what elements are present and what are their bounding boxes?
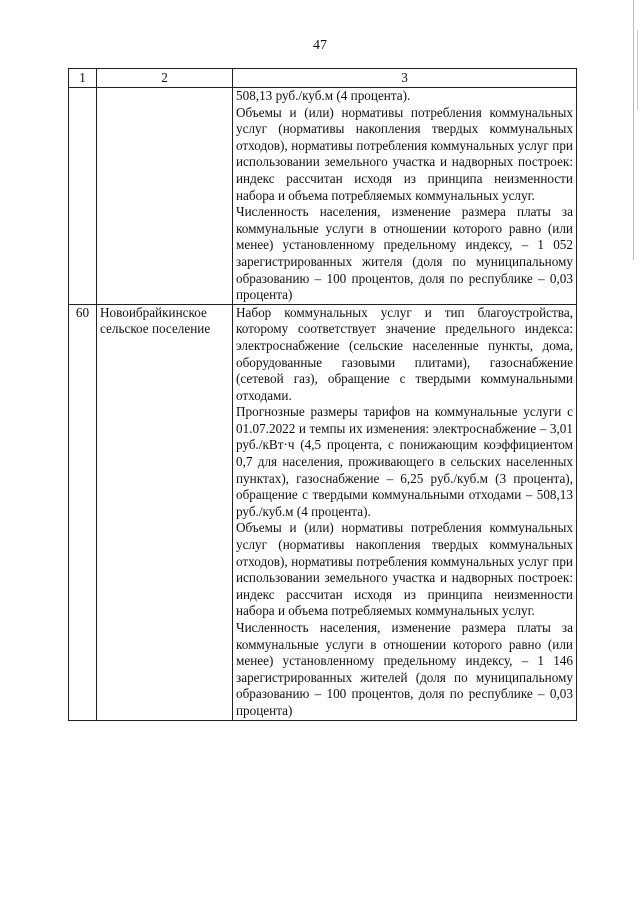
settlement-name-cell <box>97 88 233 305</box>
detail-paragraph: 508,13 руб./куб.м (4 процента). <box>236 88 411 103</box>
detail-paragraph: Объемы и (или) нормативы потребления коммунальных услуг (нормативы накопления твердых коммунальных отходов), нормативы потребления коммунальных услуг при использовании земельного участка и надворных построек: индекс рассчитан исходя из принципа неизменности набора и объема потребляемых коммунальных услуг. <box>236 520 573 619</box>
scan-edge-shadow <box>637 30 638 110</box>
indices-table <box>68 68 577 721</box>
detail-paragraph: Прогнозные размеры тарифов на коммунальные услуги с 01.07.2022 и темпы их изменения: электроснабжение – 3,01 руб./кВт·ч (4,5 процента, с понижающим коэффициентом 0,7 для населения, проживающего в сельских населенных пунктах), газоснабжение – 6,25 руб./куб.м (3 процента), обращение с твердыми коммунальными отходами – 508,13 руб./куб.м (4 процента). <box>236 404 573 519</box>
header-col-2: 2 <box>97 69 233 88</box>
table-row-continuation <box>69 88 577 305</box>
detail-paragraph: Численность населения, изменение размера платы за коммунальные услуги в отношении которого равно (или менее) установленному предельному индексу, – 1 052 зарегистрированных жителя (доля по муниципальному образованию – 100 процентов, доля по республике – 0,03 процента) <box>236 204 573 303</box>
header-col-3: 3 <box>233 69 577 88</box>
detail-paragraph: Объемы и (или) нормативы потребления коммунальных услуг (нормативы накопления твердых коммунальных отходов), нормативы потребления коммунальных услуг при использовании земельного участка и надворных построек: индекс рассчитан исходя из принципа неизменности набора и объема потребляемых коммунальных услуг. <box>236 104 573 203</box>
detail-paragraph: Численность населения, изменение размера платы за коммунальные услуги в отношении которого равно (или менее) установленному предельному индексу, – 1 146 зарегистрированных жителей (доля по муниципальному образованию – 100 процентов, доля по республике – 0,03 процента) <box>236 620 573 718</box>
settlement-name: Новоибрайкинское сельское поселение <box>97 304 233 720</box>
detail-paragraph: Набор коммунальных услуг и тип благоустройства, которому соответствует значение предельного индекса: электроснабжение (сельские населенные пункты, дома, оборудованные газовыми плитами), газоснабжение (сетевой газ), обращение с твердыми коммунальными отходами. <box>236 304 573 403</box>
scan-edge-shadow <box>633 0 634 260</box>
table-row-60 <box>69 304 577 720</box>
page-number: 47 <box>313 38 327 53</box>
row-number-cell <box>69 88 97 305</box>
details-cell <box>233 304 577 720</box>
details-cell <box>233 88 577 305</box>
table-header-row <box>69 69 577 88</box>
row-number: 60 <box>69 304 97 720</box>
header-col-1: 1 <box>69 69 97 88</box>
